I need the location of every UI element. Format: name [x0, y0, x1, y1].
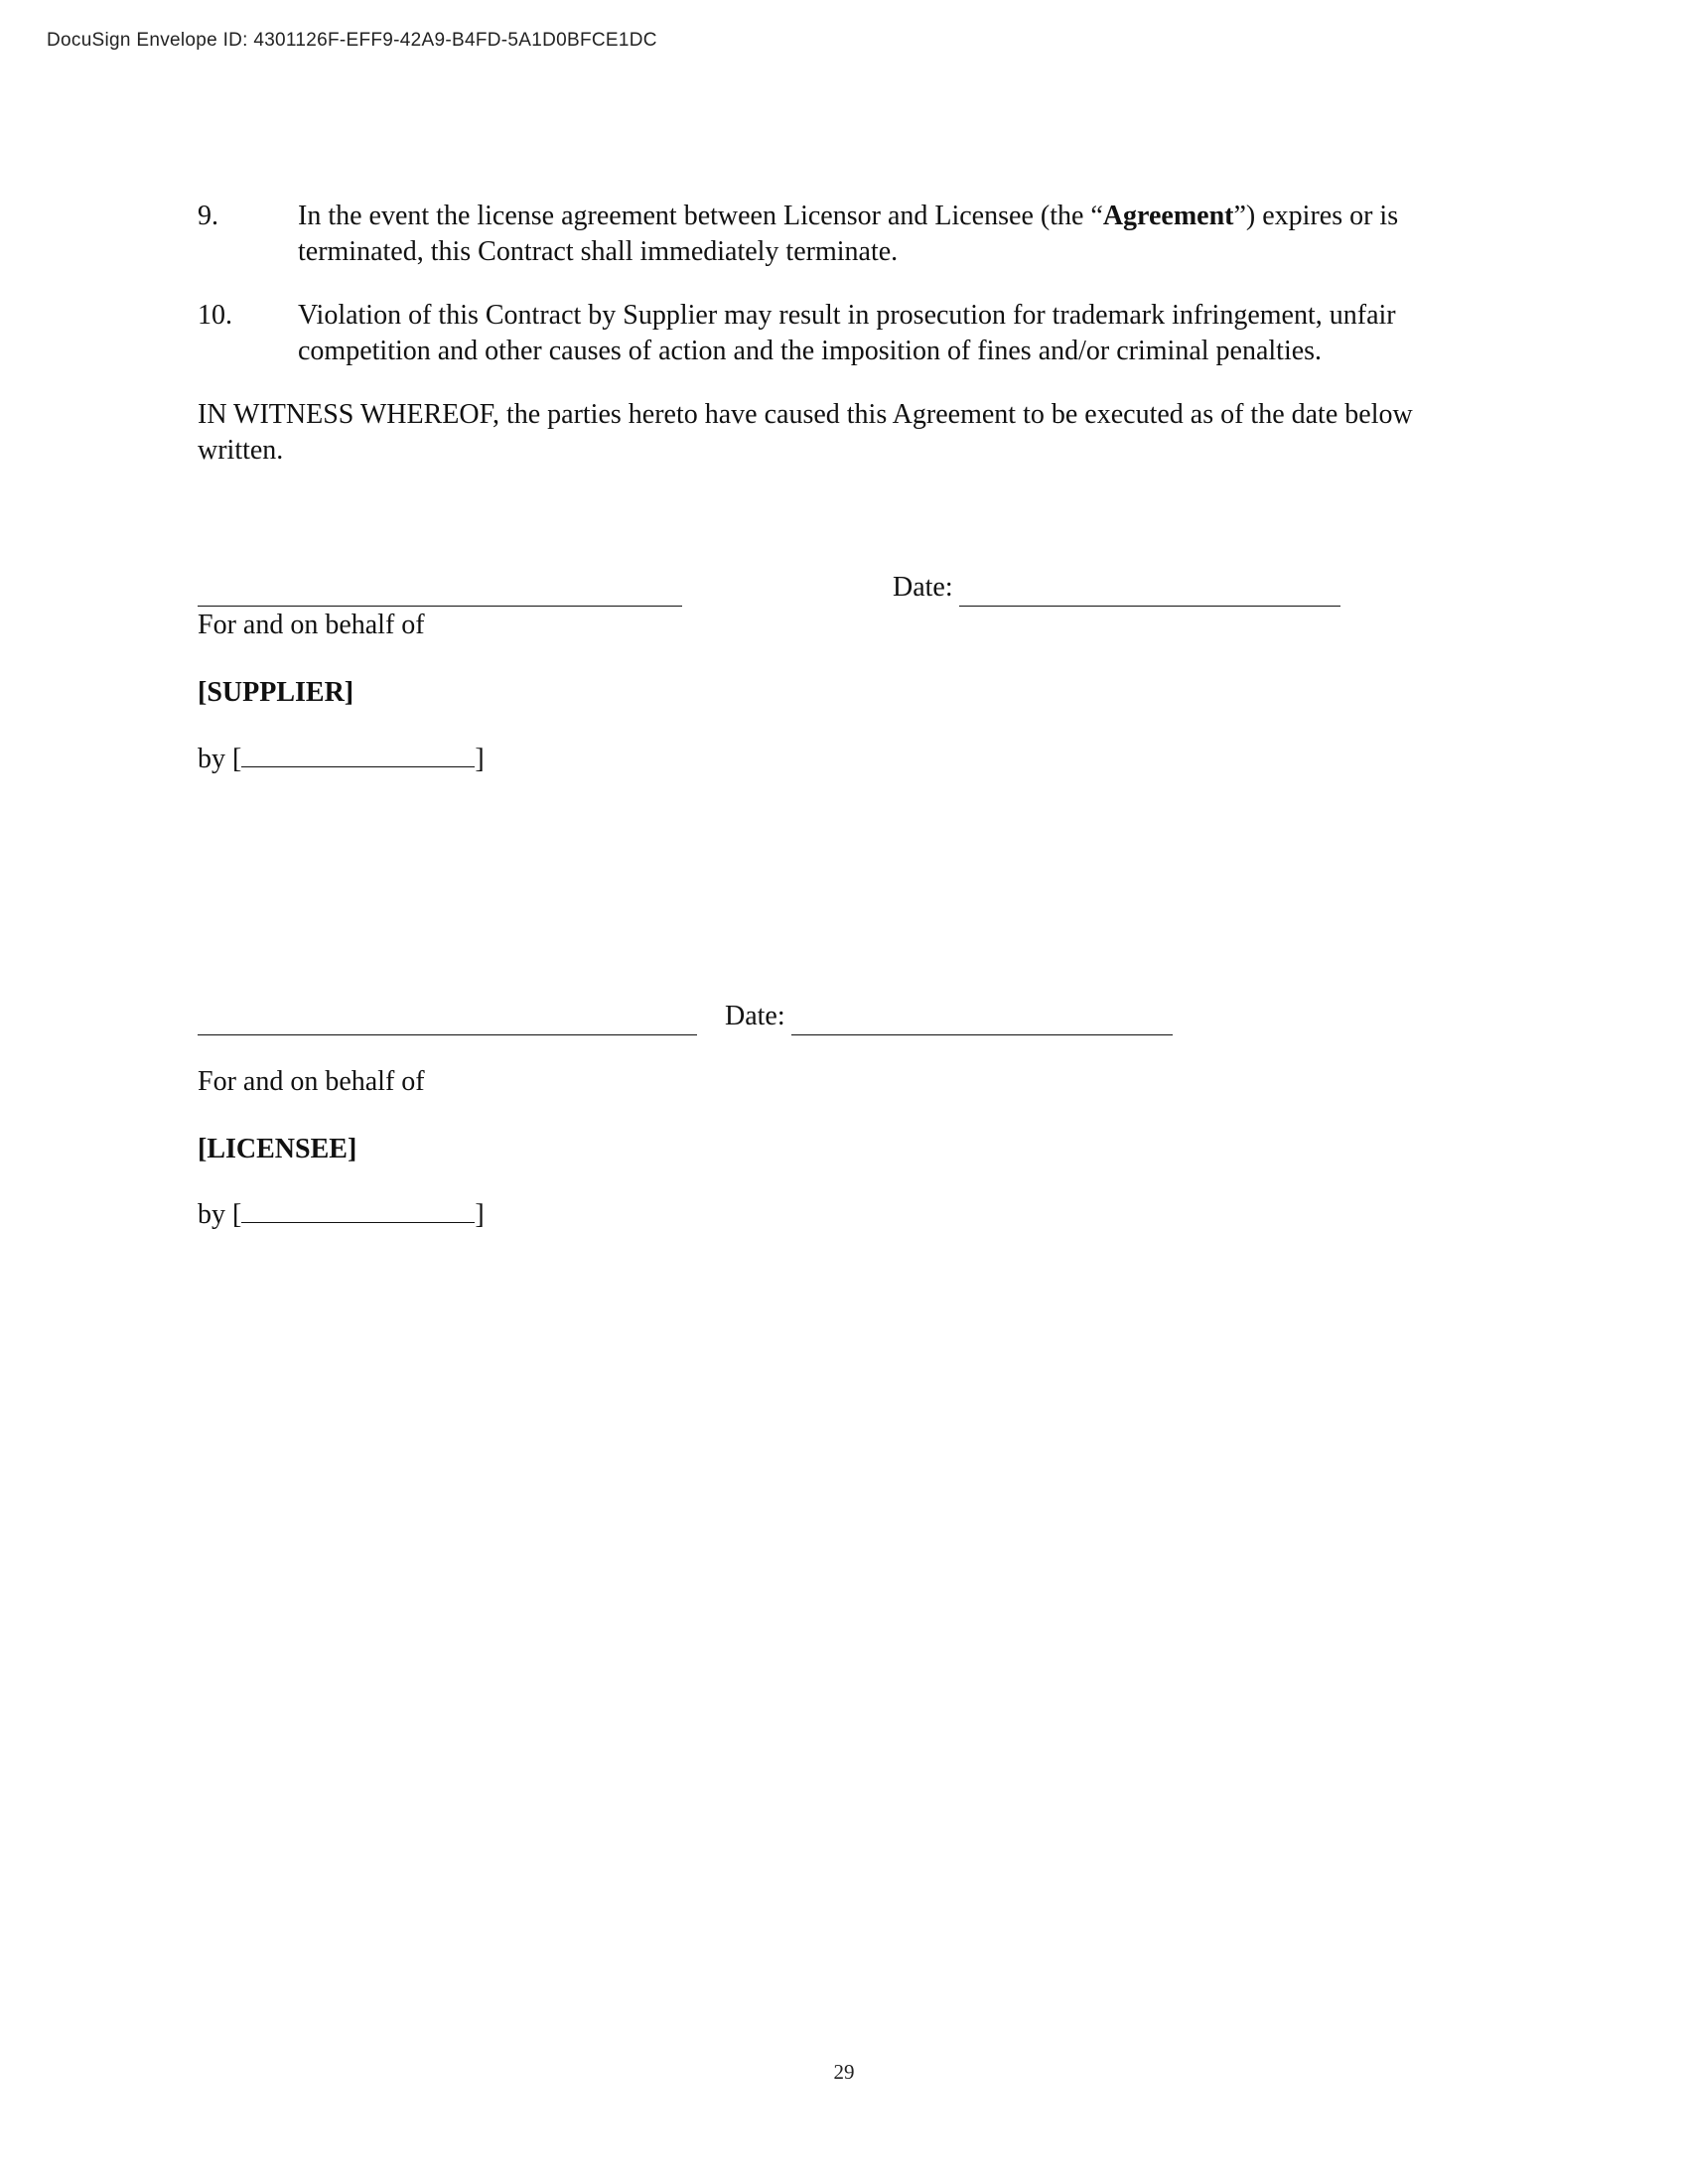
clause-number: 10.	[198, 300, 232, 331]
supplier-by-line	[198, 741, 485, 777]
licensee-on-behalf: For and on behalf of	[198, 1066, 425, 1097]
clause-10	[198, 298, 1498, 369]
supplier-party: [SUPPLIER]	[198, 677, 354, 708]
by-prefix: by [	[198, 744, 242, 774]
supplier-on-behalf: For and on behalf of	[198, 610, 425, 640]
licensee-date-label: Date:	[725, 1001, 785, 1031]
clause-text: Violation of this Contract by Supplier may result in prosecution for trademark infringement, unfair competition and other causes of action and the imposition of fines and/or criminal penalties.	[298, 300, 1396, 366]
supplier-signature-line[interactable]	[198, 606, 682, 607]
by-suffix: ]	[475, 744, 485, 774]
supplier-name-blank[interactable]	[241, 741, 475, 767]
clause-number: 9.	[198, 201, 218, 231]
defined-term-agreement: Agreement	[1102, 201, 1234, 231]
clause-text	[298, 199, 1498, 270]
by-suffix: ]	[475, 1199, 485, 1230]
clause-9	[198, 199, 1498, 270]
licensee-by-line	[198, 1196, 485, 1233]
licensee-date-line[interactable]	[791, 1034, 1173, 1035]
licensee-name-blank[interactable]	[241, 1196, 475, 1223]
clause-text-part: ”) expires or is terminated, this Contract shall immediately terminate.	[298, 201, 1399, 267]
supplier-date-label: Date:	[893, 572, 953, 603]
licensee-party: [LICENSEE]	[198, 1134, 357, 1164]
witness-paragraph: IN WITNESS WHEREOF, the parties hereto have caused this Agreement to be executed as of the date below written.	[198, 399, 1413, 466]
clause-text-part: In the event the license agreement between Licensor and Licensee (the “	[298, 201, 1103, 231]
page-number: 29	[833, 2060, 855, 2084]
licensee-signature-line[interactable]	[198, 1034, 697, 1035]
by-prefix: by [	[198, 1199, 242, 1230]
envelope-id: DocuSign Envelope ID: 4301126F-EFF9-42A9-B4FD-5A1D0BFCE1DC	[47, 30, 657, 51]
supplier-date-line[interactable]	[959, 606, 1340, 607]
